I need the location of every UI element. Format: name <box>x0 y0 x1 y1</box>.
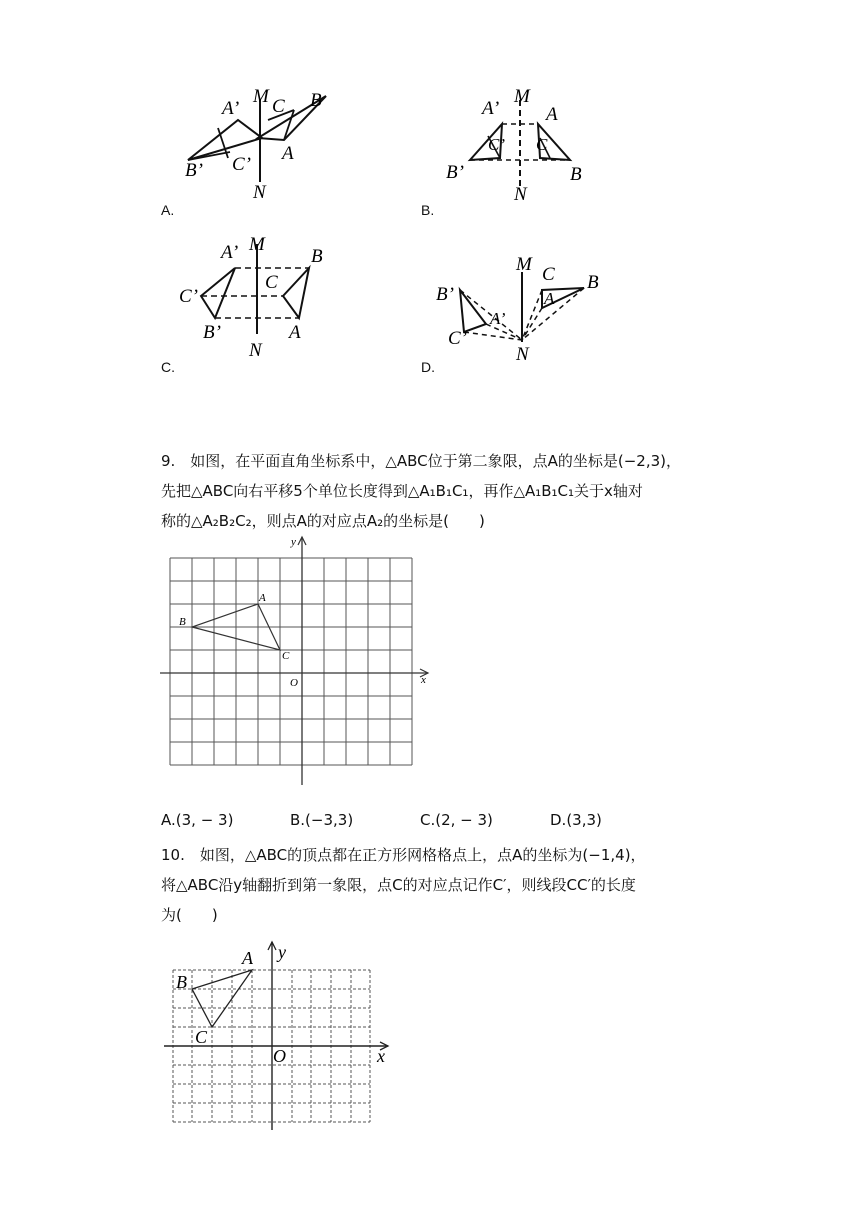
label-b: B <box>310 90 322 111</box>
vertex-a-label: A <box>242 948 253 968</box>
label-m: M <box>514 86 530 107</box>
origin-label: O <box>290 677 298 689</box>
y-axis-label: y <box>291 536 296 548</box>
label-n: N <box>514 184 527 205</box>
label-a-prime: A’ <box>482 98 500 119</box>
label-b: B <box>311 246 323 267</box>
figure-option-b <box>440 80 620 205</box>
label-c-prime: C’ <box>232 154 251 175</box>
label-b: B <box>587 272 599 293</box>
label-m: M <box>253 86 269 107</box>
q9-answer-c[interactable]: C.(2, − 3) <box>420 811 493 829</box>
question-10-line2: 将△ABC沿y轴翻折到第一象限，点C的对应点记作C′，则线段CC′的长度 <box>161 876 636 894</box>
q9-answer-a[interactable]: A.(3, − 3) <box>161 811 234 829</box>
label-a: A <box>546 104 558 125</box>
label-a-prime: A’ <box>222 98 240 119</box>
option-d-label[interactable]: D. <box>421 359 435 375</box>
vertex-c-label: C <box>282 650 290 662</box>
label-c: C <box>272 96 285 117</box>
question-10-line3: 为( ) <box>161 906 218 924</box>
question-10-coordinate-grid <box>160 935 400 1135</box>
label-a: A <box>544 289 555 308</box>
option-a-label[interactable]: A. <box>161 202 175 218</box>
y-axis-label: y <box>278 942 286 962</box>
label-n: N <box>249 340 262 361</box>
label-c-prime: C’ <box>448 328 467 349</box>
figure-option-a <box>160 80 360 205</box>
origin-label: O <box>273 1046 286 1066</box>
vertex-a-label: A <box>259 592 266 604</box>
label-c: C <box>265 272 278 293</box>
label-n: N <box>516 344 529 365</box>
vertex-b-label: B <box>176 972 187 992</box>
label-n: N <box>253 182 266 203</box>
label-a: A <box>282 143 294 164</box>
question-9-line1: 9. 如图，在平面直角坐标系中，△ABC位于第二象限，点A的坐标是(−2,3)， <box>161 452 682 470</box>
label-c-prime: C’ <box>179 286 198 307</box>
label-a-prime: A’ <box>490 309 506 328</box>
vertex-b-label: B <box>179 616 186 628</box>
figure-option-d <box>432 250 612 370</box>
q9-answer-d[interactable]: D.(3,3) <box>550 811 602 829</box>
question-10-line1: 10. 如图，△ABC的顶点都在正方形网格格点上，点A的坐标为(−1,4)， <box>161 846 646 864</box>
option-b-label[interactable]: B. <box>421 202 435 218</box>
q9-answer-b[interactable]: B.(−3,3) <box>290 811 354 829</box>
option-c-label[interactable]: C. <box>161 359 175 375</box>
label-b-prime: B’ <box>436 284 454 305</box>
label-b: B <box>570 164 582 185</box>
x-axis-label: x <box>377 1046 385 1066</box>
figure-option-c <box>175 232 345 362</box>
label-b-prime: B’ <box>185 160 203 181</box>
label-a: A <box>289 322 301 343</box>
question-9-coordinate-grid <box>155 532 435 792</box>
label-m: M <box>249 234 265 255</box>
label-c: C <box>542 264 555 285</box>
label-b-prime: B’ <box>203 322 221 343</box>
question-9-line2: 先把△ABC向右平移5个单位长度得到△A₁B₁C₁，再作△A₁B₁C₁关于x轴对 <box>161 482 643 500</box>
label-a-prime: A’ <box>221 242 239 263</box>
question-9-text <box>161 446 801 536</box>
question-10-text <box>161 840 801 930</box>
label-b-prime: B’ <box>446 162 464 183</box>
label-c-prime: C’ <box>488 135 505 154</box>
label-c: C <box>536 135 548 154</box>
question-9-line3: 称的△A₂B₂C₂，则点A的对应点A₂的坐标是( ) <box>161 512 485 530</box>
x-axis-label: x <box>421 674 426 686</box>
vertex-c-label: C <box>195 1027 208 1047</box>
label-m: M <box>516 254 532 275</box>
